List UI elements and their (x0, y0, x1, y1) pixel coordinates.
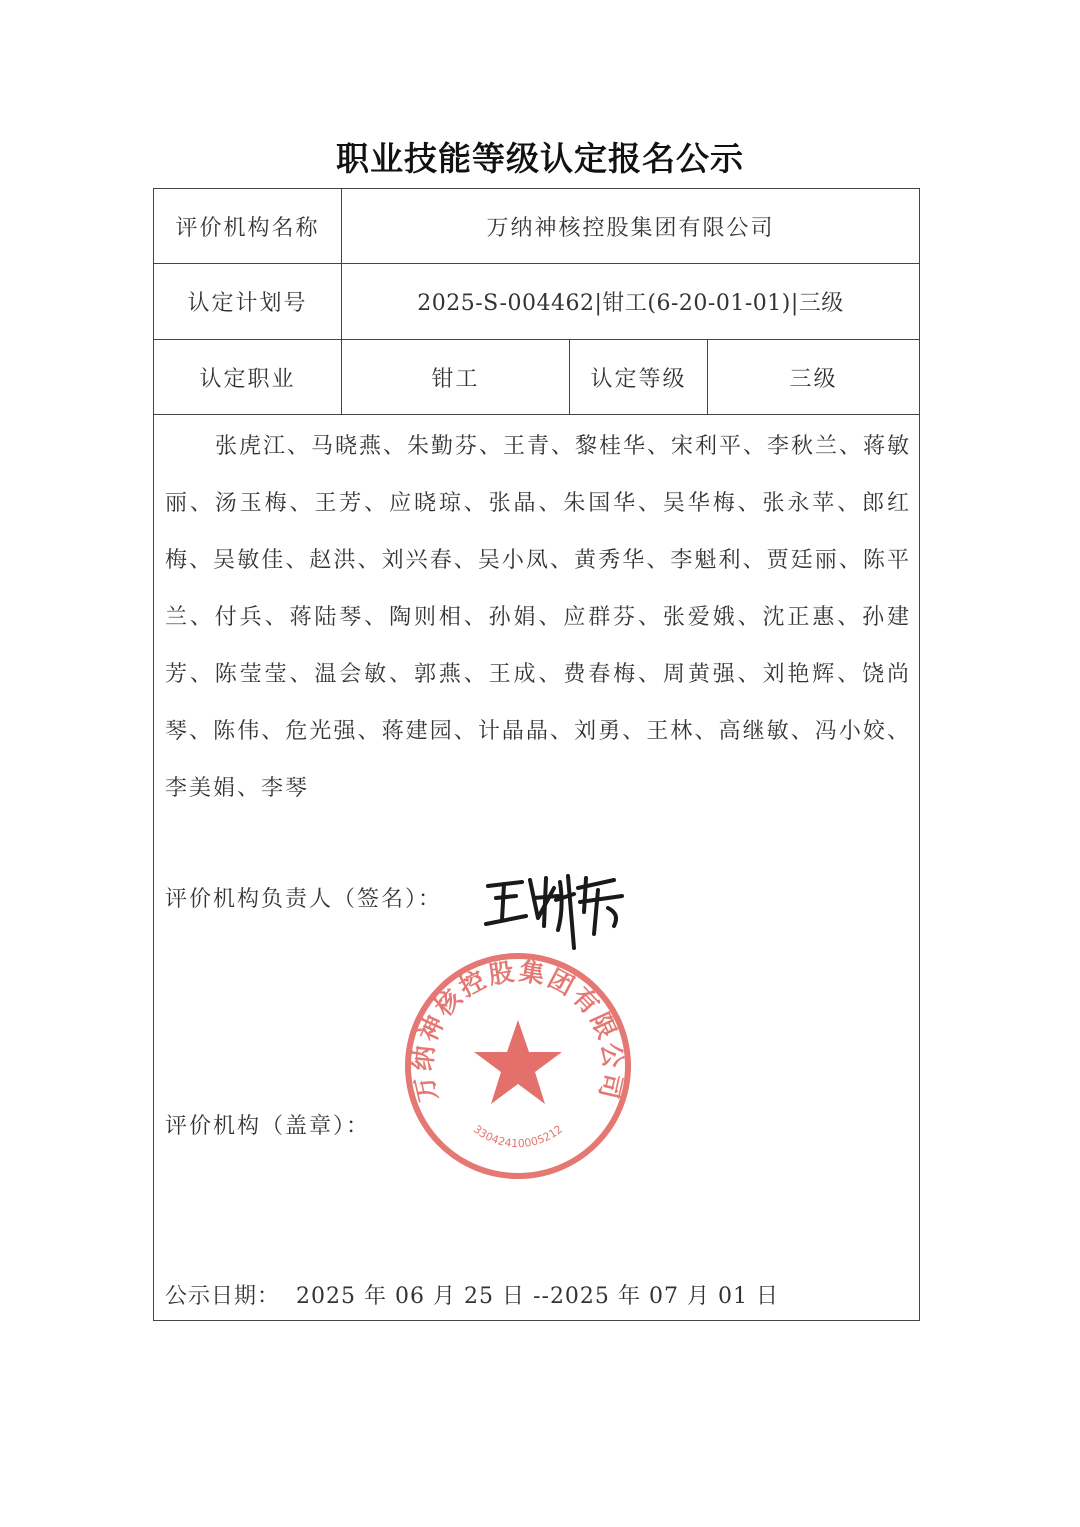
unit-year: 年 (364, 1284, 388, 1309)
level-label: 认定等级 (590, 366, 687, 392)
unit-month: 月 (433, 1284, 457, 1309)
unit-day: 日 (755, 1284, 779, 1309)
end-month: 07 (648, 1284, 679, 1309)
end-year: 2025 (549, 1284, 610, 1309)
plan-value: 2025-S-004462|钳工(6-20-01-01)|三级 (417, 291, 844, 316)
start-year: 2025 (296, 1284, 357, 1309)
company-seal (400, 948, 636, 1184)
unit-month: 月 (686, 1284, 710, 1309)
candidate-list: 张虎江、马晓燕、朱勤芬、王青、黎桂华、宋利平、李秋兰、蒋敏丽、汤玉梅、王芳、应晓琼、张晶、朱国华、吴华梅、张永苹、郎红梅、吴敏佳、赵洪、刘兴春、吴小凤、黄秀华、李魁利、贾廷丽、陈平兰、付兵、蒋陆琴、陶则相、孙娟、应群芬、张爱娥、沈正惠、孙建芳、陈莹莹、温会敏、郭燕、王成、费春梅、周黄强、刘艳辉、饶尚琴、陈伟、危光强、蒋建园、计晶晶、刘勇、王林、高继敏、冯小姣、李美娟、李琴 (165, 434, 912, 801)
occupation-label: 认定职业 (199, 366, 296, 392)
seal-ring-text: 万纳神核控股集团有限公司 (408, 956, 628, 1105)
svg-text:33042410005212 (471, 1123, 565, 1150)
page-title: 职业技能等级认定报名公示 (336, 139, 744, 178)
org-label: 评价机构名称 (175, 215, 320, 241)
signature-label: 评价机构负责人（签名）： (165, 887, 443, 912)
start-day: 25 (464, 1284, 495, 1309)
date-separator: -- (533, 1284, 550, 1309)
table-rule (153, 414, 920, 415)
seal-label: 评价机构（盖章）： (165, 1114, 371, 1139)
publish-date (165, 1279, 779, 1310)
plan-label: 认定计划号 (187, 291, 308, 316)
unit-year: 年 (617, 1284, 641, 1309)
seal-code: 33042410005212 (470, 1122, 566, 1151)
publish-label: 公示日期： (165, 1284, 281, 1309)
level-value: 三级 (789, 366, 838, 392)
end-day: 01 (717, 1284, 748, 1309)
start-month: 06 (395, 1284, 426, 1309)
org-value: 万纳神核控股集团有限公司 (486, 215, 775, 241)
occupation-value: 钳工 (431, 366, 480, 392)
handwritten-signature (482, 868, 632, 953)
unit-day: 日 (502, 1284, 526, 1309)
